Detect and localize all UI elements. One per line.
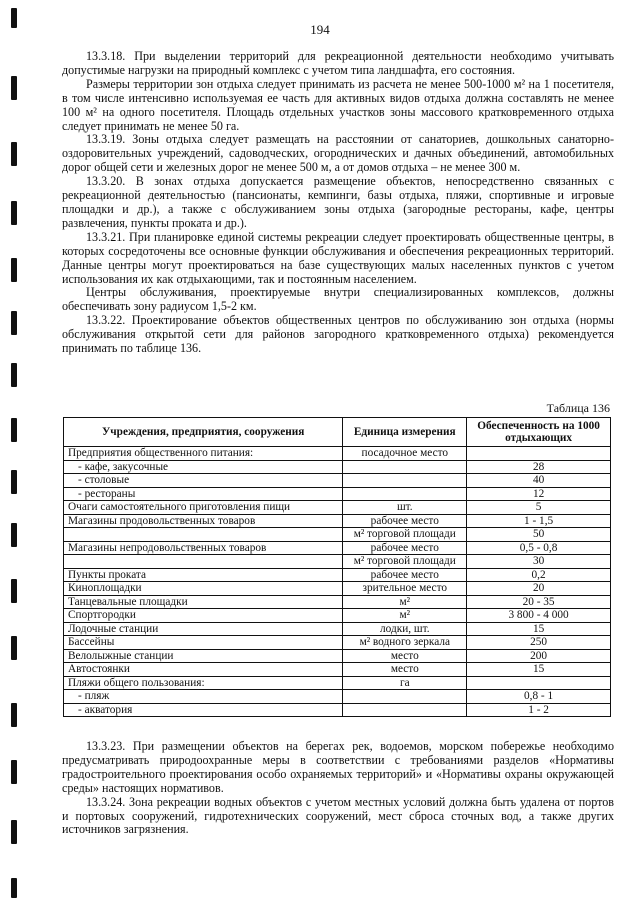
cell-value: 20 - 35 <box>467 595 611 609</box>
cell-facility: Предприятия общественного питания: <box>64 447 343 461</box>
table-header-row <box>64 418 611 447</box>
binding-mark <box>11 258 17 282</box>
cell-unit: посадочное место <box>343 447 467 461</box>
data-table <box>63 417 611 717</box>
cell-unit: рабочее место <box>343 568 467 582</box>
cell-facility: Лодочные станции <box>64 622 343 636</box>
cell-unit: шт. <box>343 501 467 515</box>
table-row <box>64 703 611 717</box>
table-row <box>64 447 611 461</box>
cell-unit: рабочее место <box>343 541 467 555</box>
cell-facility: Спортгородки <box>64 609 343 623</box>
cell-unit: м² торговой площади <box>343 555 467 569</box>
table-row <box>64 474 611 488</box>
cell-facility: Автостоянки <box>64 663 343 677</box>
cell-facility: - столовые <box>64 474 343 488</box>
cell-unit <box>343 460 467 474</box>
cell-value: 20 <box>467 582 611 596</box>
table-row <box>64 663 611 677</box>
cell-value: 250 <box>467 636 611 650</box>
table-row <box>64 595 611 609</box>
cell-facility: Пляжи общего пользования: <box>64 676 343 690</box>
cell-unit: рабочее место <box>343 514 467 528</box>
cell-value: 0,8 - 1 <box>467 690 611 704</box>
table-row <box>64 649 611 663</box>
body-text-bottom <box>62 740 614 837</box>
cell-facility <box>64 555 343 569</box>
cell-value: 15 <box>467 622 611 636</box>
table-row <box>64 514 611 528</box>
cell-facility: Велолыжные станции <box>64 649 343 663</box>
cell-unit: лодки, шт. <box>343 622 467 636</box>
cell-value <box>467 447 611 461</box>
cell-value: 30 <box>467 555 611 569</box>
cell-unit: место <box>343 663 467 677</box>
cell-unit <box>343 690 467 704</box>
table-caption: Таблица 136 <box>546 401 610 415</box>
binding-mark <box>11 363 17 387</box>
cell-value: 28 <box>467 460 611 474</box>
binding-mark <box>11 470 17 494</box>
cell-facility: Пункты проката <box>64 568 343 582</box>
cell-value: 5 <box>467 501 611 515</box>
cell-facility <box>64 528 343 542</box>
binding-mark <box>11 418 17 442</box>
cell-unit: м² <box>343 609 467 623</box>
cell-facility: - кафе, закусочные <box>64 460 343 474</box>
paragraph: 13.3.24. Зона рекреации водных объектов с учетом местных условий должна быть удалена от портов и портовых сооружений, гидротехнических сооружений, мест сброса сточных вод, а также других источников загрязнения. <box>62 794 614 837</box>
table-row <box>64 690 611 704</box>
column-header: Учреждения, предприятия, сооружения <box>64 418 343 447</box>
page-number: 194 <box>310 22 330 37</box>
binding-mark <box>11 142 17 166</box>
cell-facility: - пляж <box>64 690 343 704</box>
table-row <box>64 609 611 623</box>
binding-mark <box>11 878 17 898</box>
cell-unit: м² <box>343 595 467 609</box>
cell-facility: Танцевальные площадки <box>64 595 343 609</box>
column-header: Единица измерения <box>343 418 467 447</box>
cell-facility: Очаги самостоятельного приготовления пищи <box>64 501 343 515</box>
binding-mark <box>11 76 17 100</box>
cell-unit: место <box>343 649 467 663</box>
paragraph: 13.3.21. При планировке единой системы рекреации следует проектировать общественные центры, в которых сосредоточены все основные функции обслуживания и обеспечения рекреационных территорий. Данные центры могут проектироваться на базе существующих малых населенных пунктов с учетом использования их как отдыхающими, так и постоянным населением. <box>62 229 614 286</box>
cell-facility: - акватория <box>64 703 343 717</box>
table-row <box>64 568 611 582</box>
cell-unit: га <box>343 676 467 690</box>
cell-value: 1 - 1,5 <box>467 514 611 528</box>
cell-unit: зрительное место <box>343 582 467 596</box>
cell-value: 15 <box>467 663 611 677</box>
cell-unit: м² водного зеркала <box>343 636 467 650</box>
cell-value: 12 <box>467 487 611 501</box>
paragraph: 13.3.19. Зоны отдыха следует размещать на расстоянии от санаториев, дошкольных санаторно-оздоровительных учреждений, садоводческих, огороднических и дачных объединений, автомобильных дорог общей сети и железных дорог не менее 500 м, а от домов отдыха – не менее 300 м. <box>62 132 614 175</box>
table-row <box>64 460 611 474</box>
paragraph: 13.3.23. При размещении объектов на берегах рек, водоемов, морском побережье необходимо предусматривать природоохранные меры в соответствии с требованиями разделов «Нормативы градостроительного проектирования особо охраняемых территорий» и «Нормативы охраны окружающей среды» настоящих нормативов. <box>62 739 614 795</box>
cell-value: 0,2 <box>467 568 611 582</box>
body-text-top <box>62 50 614 356</box>
cell-value: 0,5 - 0,8 <box>467 541 611 555</box>
binding-mark <box>11 523 17 547</box>
table-row <box>64 528 611 542</box>
table-row <box>64 555 611 569</box>
cell-value: 1 - 2 <box>467 703 611 717</box>
cell-facility: Киноплощадки <box>64 582 343 596</box>
cell-value: 3 800 - 4 000 <box>467 609 611 623</box>
table-row <box>64 676 611 690</box>
binding-mark <box>11 760 17 784</box>
cell-value <box>467 676 611 690</box>
cell-facility: Бассейны <box>64 636 343 650</box>
binding-mark <box>11 820 17 844</box>
table-row <box>64 636 611 650</box>
binding-mark <box>11 311 17 335</box>
table-row <box>64 582 611 596</box>
binding-mark <box>11 579 17 603</box>
paragraph: 13.3.20. В зонах отдыха допускается размещение объектов, непосредственно связанных с рекреационной деятельностью (пансионаты, кемпинги, базы отдыха, пляжи, спортивные и игровые площадки и др.), а также с обслуживанием зоны отдыха (загородные рестораны, кафе, центры развлечения, пункты проката и др.). <box>62 174 614 230</box>
cell-unit <box>343 474 467 488</box>
cell-unit <box>343 487 467 501</box>
table-row <box>64 501 611 515</box>
cell-facility: Магазины продовольственных товаров <box>64 514 343 528</box>
table-row <box>64 541 611 555</box>
paragraph: 13.3.22. Проектирование объектов общественных центров по обслуживанию зон отдыха (нормы обслуживания открытой сети для районов загородного кратковременного отдыха) рекомендуется принимать по таблице 136. <box>62 313 614 356</box>
binding-mark <box>11 201 17 225</box>
paragraph: Центры обслуживания, проектируемые внутри специализированных комплексов, должны обеспечивать зону радиусом 1,5-2 км. <box>62 285 614 314</box>
cell-value: 40 <box>467 474 611 488</box>
table-row <box>64 487 611 501</box>
cell-facility: Магазины непродовольственных товаров <box>64 541 343 555</box>
cell-facility: - рестораны <box>64 487 343 501</box>
table-row <box>64 622 611 636</box>
binding-mark <box>11 636 17 660</box>
cell-value: 200 <box>467 649 611 663</box>
cell-unit: м² торговой площади <box>343 528 467 542</box>
paragraph: 13.3.18. При выделении территорий для рекреационной деятельности необходимо учитывать допустимые нагрузки на природный комплекс с учетом типа ландшафта, его состояния. <box>62 49 614 77</box>
cell-unit <box>343 703 467 717</box>
cell-value: 50 <box>467 528 611 542</box>
paragraph: Размеры территории зон отдыха следует принимать из расчета не менее 500-1000 м² на 1 посетителя, в том числе интенсивно используемая ее часть для активных видов отдыха должна составлять не менее 100 м² на одного посетителя. Площадь отдельных участков зоны массового кратковременного отдыха следует принимать не менее 50 га. <box>62 76 614 133</box>
column-header: Обеспеченность на 1000 отдыхающих <box>467 418 611 447</box>
binding-mark <box>11 703 17 727</box>
